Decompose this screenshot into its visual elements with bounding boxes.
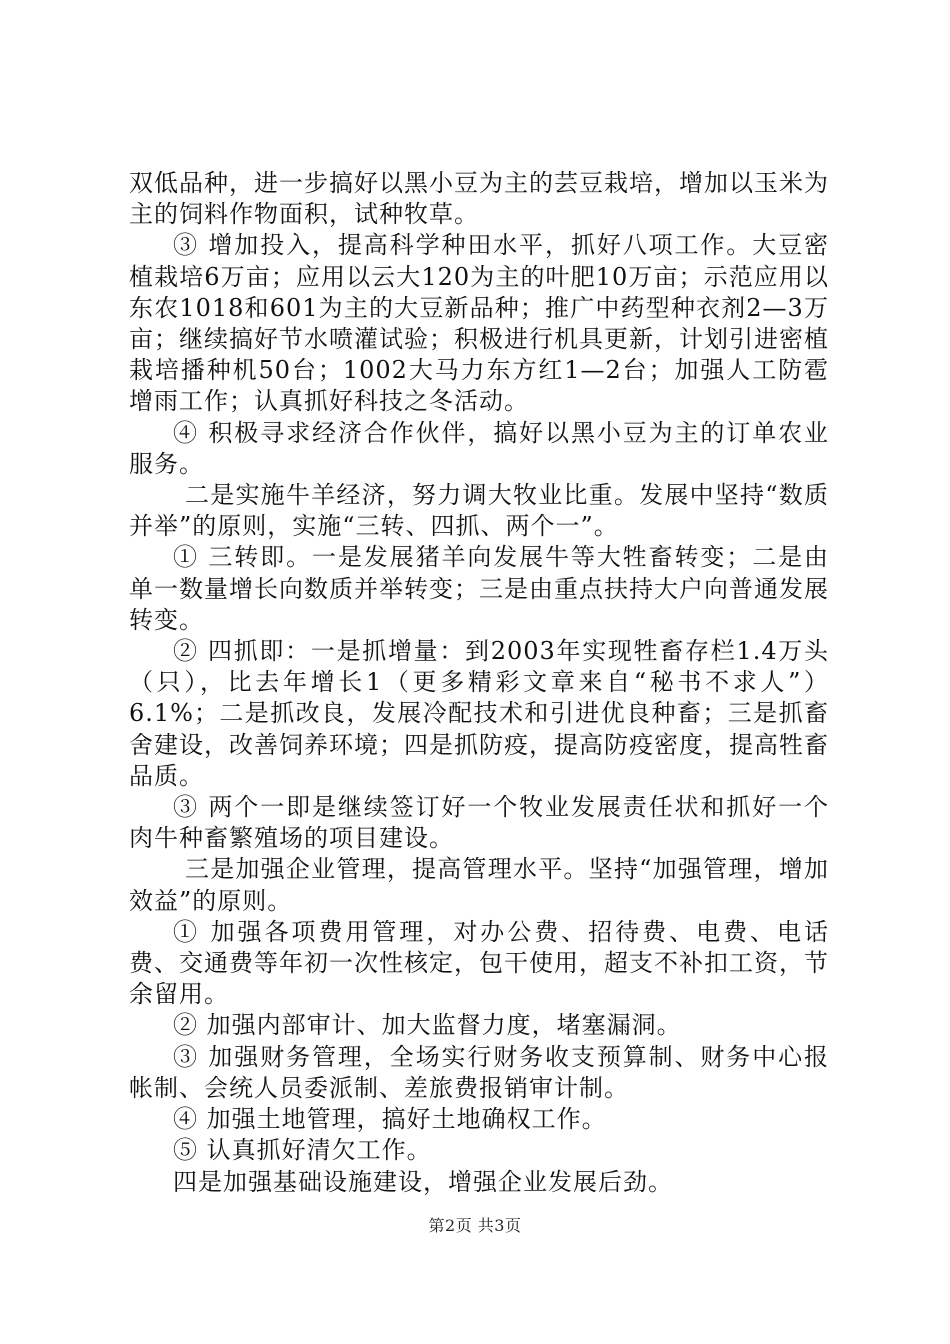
paragraph-item-5-debts: ⑤ 认真抓好清欠工作。 bbox=[173, 1136, 432, 1165]
paragraph-section-two: 二是实施牛羊经济，努力调大牧业比重。发展中坚持“数质并举”的原则，实施“三转、四抓、两个一”。 bbox=[129, 481, 829, 541]
paragraph-section-four: 四是加强基础设施建设，增强企业发展后劲。 bbox=[173, 1167, 673, 1196]
page-number-footer: 第2页 共3页 bbox=[428, 1216, 522, 1235]
paragraph-item-3-two-ones: ③ 两个一即是继续签订好一个牧业发展责任状和抓好一个肉牛种畜繁殖场的项目建设。 bbox=[129, 793, 829, 853]
paragraph-intro: 双低品种，进一步搞好以黑小豆为主的芸豆栽培，增加以玉米为主的饲料作物面积，试种牧草。 bbox=[129, 169, 829, 229]
paragraph-item-4-land: ④ 加强土地管理，搞好土地确权工作。 bbox=[173, 1105, 607, 1134]
paragraph-item-3-finance: ③ 加强财务管理，全场实行财务收支预算制、财务中心报帐制、会统人员委派制、差旅费报销审计制。 bbox=[129, 1042, 829, 1102]
paragraph-section-three: 三是加强企业管理，提高管理水平。坚持“加强管理，增加效益”的原则。 bbox=[129, 855, 829, 915]
paragraph-item-1-three-shifts: ① 三转即。一是发展猪羊向发展牛等大牲畜转变；二是由单一数量增长向数质并举转变；三是由重点扶持大户向普通发展转变。 bbox=[129, 543, 829, 634]
paragraph-item-3-investment: ③ 增加投入，提高科学种田水平，抓好八项工作。大豆密植栽培6万亩；应用以云大120为主的叶肥10万亩；示范应用以东农1018和601为主的大豆新品种；推广中药型种衣剂2—3万亩；继续搞好节水喷灌试验；积极进行机具更新，计划引进密植栽培播种机50台；1002大马力东方红1—2台；加强人工防雹增雨工作；认真抓好科技之冬活动。 bbox=[129, 231, 829, 416]
document-body bbox=[129, 168, 829, 1198]
paragraph-item-4-partners: ④ 积极寻求经济合作伙伴，搞好以黑小豆为主的订单农业服务。 bbox=[129, 418, 829, 478]
paragraph-item-2-audit: ② 加强内部审计、加大监督力度，堵塞漏洞。 bbox=[173, 1011, 682, 1040]
paragraph-item-2-four-grips: ② 四抓即：一是抓增量：到2003年实现牲畜存栏1.4万头（只），比去年增长1（更多精彩文章来自“秘书不求人”）6.1%；二是抓改良，发展冷配技术和引进优良种畜；三是抓畜舍建设，改善饲养环境；四是抓防疫，提高防疫密度，提高牲畜品质。 bbox=[129, 637, 829, 790]
paragraph-item-1-expenses: ① 加强各项费用管理，对办公费、招待费、电费、电话费、交通费等年初一次性核定，包干使用，超支不补扣工资，节余留用。 bbox=[129, 917, 829, 1009]
